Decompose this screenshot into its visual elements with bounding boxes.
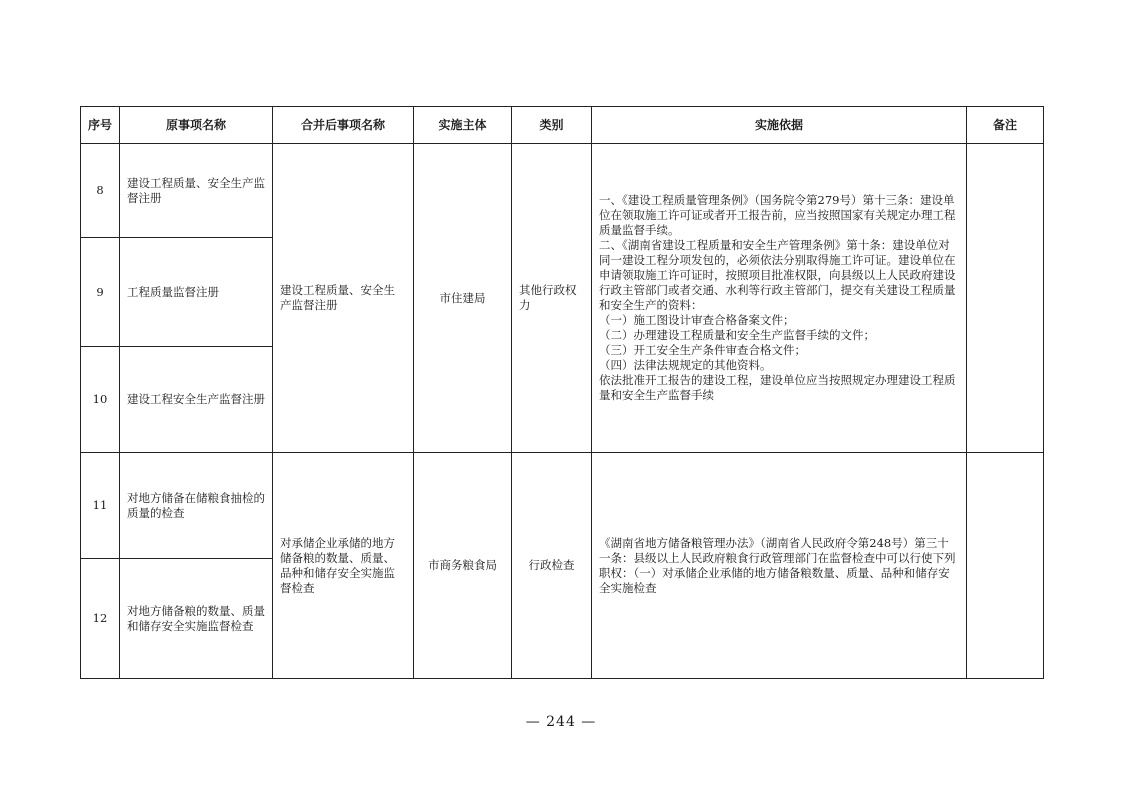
header-merged-name: 合并后事项名称 [273, 107, 414, 144]
merged-item-name: 建设工程质量、安全生产监督注册 [273, 144, 414, 453]
row-number: 9 [81, 238, 120, 347]
basis-paragraph: （二）办理建设工程质量和安全生产监督手续的文件； [599, 328, 875, 342]
original-item-name: 对地方储备粮的数量、质量和储存安全实施监督检查 [120, 559, 273, 679]
header-row [81, 107, 1044, 144]
implementing-agency: 市住建局 [414, 144, 512, 453]
original-item-name: 建设工程安全生产监督注册 [120, 347, 273, 453]
basis-paragraph: 一、《建设工程质量管理条例》（国务院令第279号）第十三条：建设单位在领取施工许可证或者开工报告前，应当按照国家有关规定办理工程质量监督手续。 [599, 193, 956, 237]
header-original-name: 原事项名称 [120, 107, 273, 144]
basis-paragraph: 《湖南省地方储备粮管理办法》（湖南省人民政府令第248号）第三十一条：县级以上人民政府粮食行政管理部门在监督检查中可以行使下列职权：（一）对承储企业承储的地方储备粮数量、质量、品种和储存安全实施检查 [599, 535, 956, 595]
items-table [80, 106, 1044, 679]
table-row [81, 453, 1044, 559]
basis-paragraph: （一）施工图设计审查合格备案文件； [599, 313, 795, 327]
note-cell [967, 453, 1044, 679]
header-agency: 实施主体 [414, 107, 512, 144]
basis-paragraph: （四）法律法规规定的其他资料。 [599, 358, 772, 372]
row-number: 11 [81, 453, 120, 559]
implementation-basis [592, 453, 967, 679]
row-number: 10 [81, 347, 120, 453]
original-item-name: 对地方储备在储粮食抽检的质量的检查 [120, 453, 273, 559]
page-number: — 244 — [525, 714, 597, 730]
original-item-name: 工程质量监督注册 [120, 238, 273, 347]
basis-paragraph: 二、《湖南省建设工程质量和安全生产管理条例》第十条：建设单位对同一建设工程分项发包的，必须依法分别取得施工许可证。建设单位在申请领取施工许可证时，按照项目批准权限，向县级以上人民政府建设行政主管部门或者交通、水利等行政主管部门，提交有关建设工程质量和安全生产的资料： [599, 238, 956, 312]
table-row [81, 144, 1044, 238]
note-cell [967, 144, 1044, 453]
basis-paragraph: （三）开工安全生产条件审查合格文件； [599, 343, 806, 357]
implementing-agency: 市商务粮食局 [414, 453, 512, 679]
item-category: 行政检查 [512, 453, 592, 679]
implementation-basis [592, 144, 967, 453]
header-note: 备注 [967, 107, 1044, 144]
row-number: 12 [81, 559, 120, 679]
header-basis: 实施依据 [592, 107, 967, 144]
header-category: 类别 [512, 107, 592, 144]
merged-item-name: 对承储企业承储的地方储备粮的数量、质量、品种和储存安全实施监督检查 [273, 453, 414, 679]
header-no: 序号 [81, 107, 120, 144]
basis-paragraph: 依法批准开工报告的建设工程，建设单位应当按照规定办理建设工程质量和安全生产监督手续 [599, 373, 956, 402]
original-item-name: 建设工程质量、安全生产监督注册 [120, 144, 273, 238]
row-number: 8 [81, 144, 120, 238]
item-category: 其他行政权力 [512, 144, 592, 453]
